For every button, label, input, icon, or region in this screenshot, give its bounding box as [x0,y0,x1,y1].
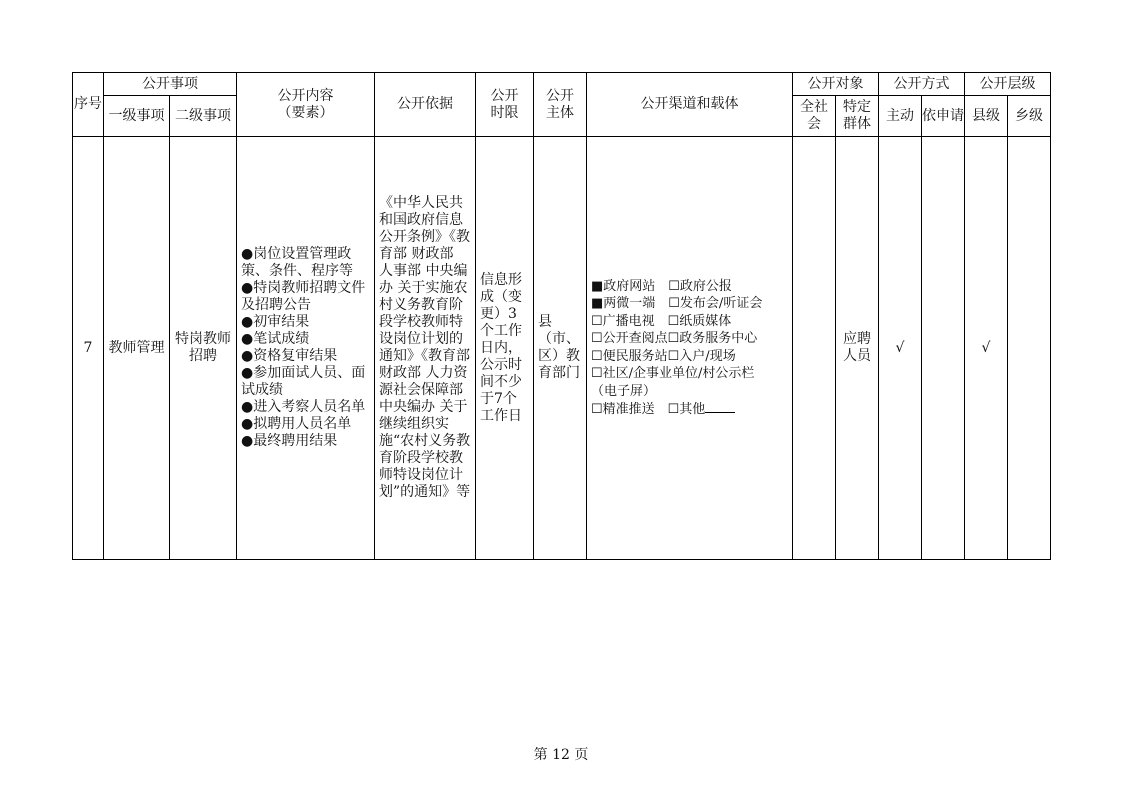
cell-method-active: √ [879,137,922,560]
channel-last-text: ☐精准推送 ☐其他 [591,402,706,417]
header-target-group: 公开对象 [793,73,879,96]
header-time-limit-line2: 时限 [490,104,519,121]
cell-subject: 县（市、区）教育部门 [534,137,587,560]
header-content-line1: 公开内容 [277,87,334,104]
channel-row: （电子屏） [591,383,657,399]
cell-method-request [922,137,965,560]
page-number: 第 12 页 [533,747,589,763]
header-target-all [793,96,836,137]
header-content [237,73,375,137]
header-level2: 二级事项 [170,96,237,137]
header-time-limit-line1: 公开 [490,87,519,104]
header-content-line2: （要素） [277,104,334,121]
cell-level2 [170,137,237,560]
header-subject-line1: 公开 [546,87,574,104]
channel-row: ☐广播电视 ☐纸质媒体 [591,313,732,329]
header-target-specific [836,96,879,137]
header-subject [534,73,587,137]
cell-level-county: √ [965,137,1008,560]
header-level-township: 乡级 [1008,96,1051,137]
content-item: ●最终聘用结果 [241,433,338,449]
content-item: ●岗位设置管理政策、条件、程序等 [241,246,353,279]
header-items-group: 公开事项 [104,73,237,96]
disclosure-table [72,72,1051,560]
header-channels: 公开渠道和载体 [587,73,793,137]
cell-level-township [1008,137,1051,560]
cell-target-specific [836,137,879,560]
content-item: ●初审结果 [241,314,310,330]
content-item: ●特岗教师招聘文件及招聘公告 [241,280,366,313]
content-item: ●笔试成绩 [241,331,310,347]
cell-basis: 《中华人民共和国政府信息公开条例》《教育部 财政部 人事部 中央编办 关于实施农村义务教育阶段学校教师特设岗位计划的通知》《教育部 财政部 人力资源社会保障部 中央编办 关于继续组织实施“农村义务教育阶段学校教师特设岗位计划”的通知》等 [375,137,476,560]
channel-row-last [591,400,788,419]
cell-content [237,137,375,560]
header-time-limit [476,73,534,137]
cell-time-limit: 信息形成（变更）3个工作日内，公示时间不少于7个工作日 [476,137,534,560]
header-level-county: 县级 [965,96,1008,137]
cell-level2-text: 特岗教师招聘 [175,331,231,364]
header-target-specific-line2: 群体 [843,116,871,132]
content-item: ●进入考察人员名单 [241,399,366,415]
table-row [73,137,1051,560]
header-target-all-line1: 全社 [800,99,828,115]
channels-list [587,278,792,419]
header-target-specific-line1: 特定 [843,99,871,115]
header-seq: 序号 [73,73,104,137]
content-item: ●拟聘用人员名单 [241,416,352,432]
content-item: ●参加面试人员、面试成绩 [241,365,366,398]
channel-row: ☐公开查阅点☐政务服务中心 [591,331,758,346]
cell-target-specific-text: 应聘人员 [843,331,871,364]
header-method-group: 公开方式 [879,73,965,96]
header-method-active: 主动 [879,96,922,137]
channel-row: ■两微一端 ☐发布会/听证会 [591,296,763,311]
other-blank-line [705,400,735,413]
cell-seq: 7 [73,137,104,560]
cell-level1: 教师管理 [104,137,170,560]
header-level-group: 公开层级 [965,73,1051,96]
header-target-all-line2: 会 [807,116,821,132]
header-method-request: 依申请 [922,96,965,137]
cell-target-all [793,137,836,560]
channel-row: ☐社区/企事业单位/村公示栏 [591,366,755,381]
channel-row: ☐便民服务站☐入户/现场 [591,348,736,364]
channel-row: ■政府网站 ☐政府公报 [591,278,732,294]
header-subject-line2: 主体 [546,104,574,121]
header-level1: 一级事项 [104,96,170,137]
header-basis: 公开依据 [375,73,476,137]
cell-channels [587,137,793,560]
content-item: ●资格复审结果 [241,348,338,364]
